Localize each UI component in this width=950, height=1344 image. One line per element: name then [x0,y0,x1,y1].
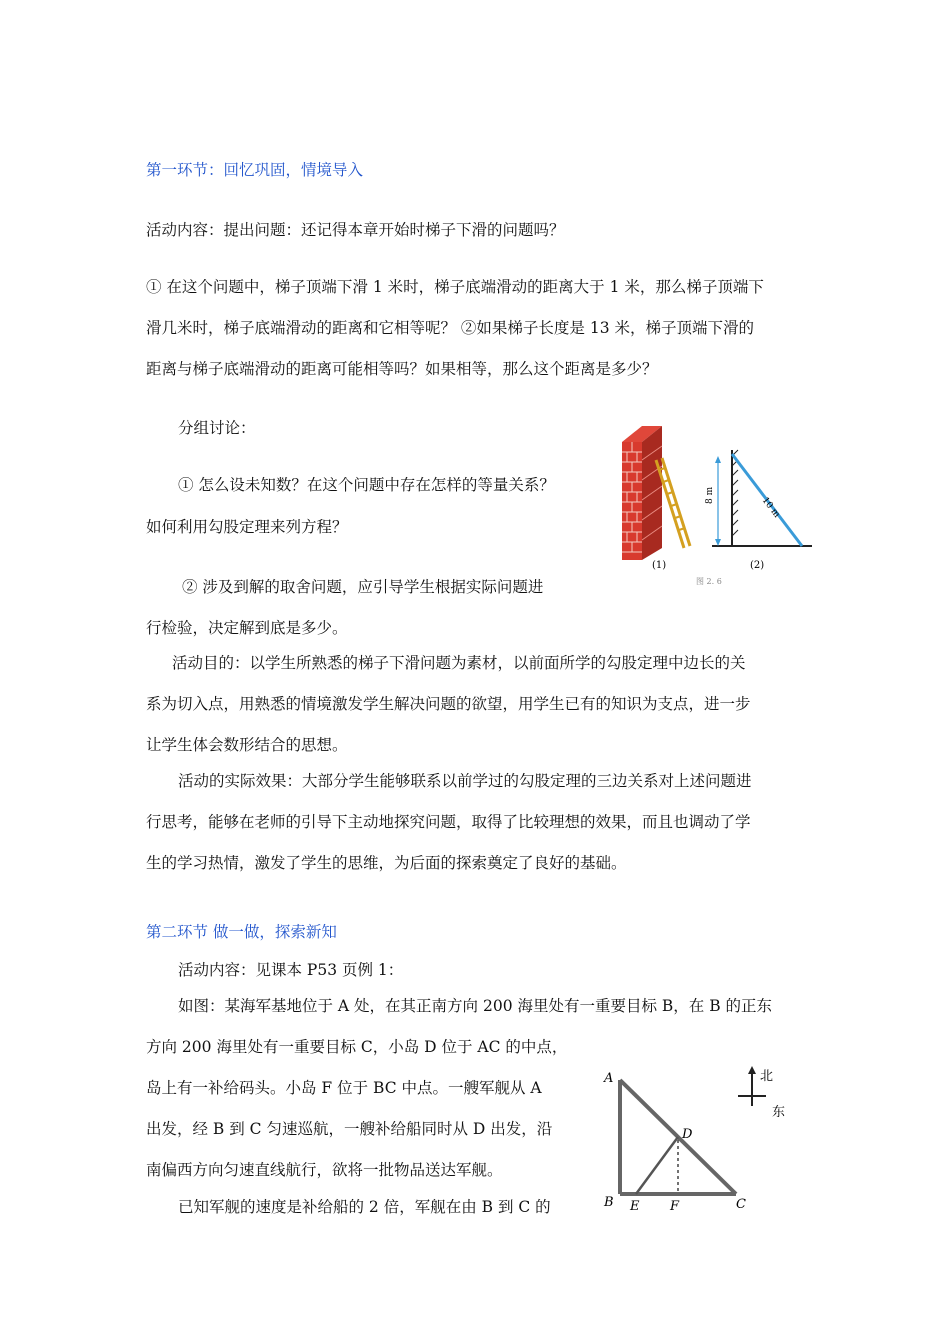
problem-line: 已知军舰的速度是补给船的 2 倍，军舰在由 B 到 C 的 [178,1198,551,1216]
problem-line: 岛上有一补给码头。小岛 F 位于 BC 中点。一艘军舰从 A [146,1079,542,1097]
effect-line: 行思考，能够在老师的引导下主动地探究问题，取得了比较理想的效果，而且也调动了学 [146,813,751,831]
section1-activity-content: 活动内容：提出问题：还记得本章开始时梯子下滑的问题吗？ [146,221,565,239]
figure-caption: 图 2. 6 [696,577,722,586]
point-e-label: E [630,1199,640,1214]
purpose-line: 系为切入点，用熟悉的情境激发学生解决问题的欲望，用学生已有的知识为支点，进一步 [146,695,751,713]
height-label: 8 m [705,486,715,504]
question-line: 距离与梯子底端滑动的距离可能相等吗？如果相等，那么这个距离是多少？ [146,360,658,378]
purpose-line: 让学生体会数形结合的思想。 [146,736,348,754]
question-line: 滑几米时，梯子底端滑动的距离和它相等呢？ ②如果梯子长度是 13 米，梯子顶端下滑的 [146,319,755,337]
compass-icon [738,1064,798,1124]
group-discussion-label: 分组讨论： [178,419,256,437]
figure-label-1: (1) [652,560,667,571]
discussion-line: ① 怎么设未知数？在这个问题中存在怎样的等量关系？ [178,476,555,494]
point-d-label: D [682,1127,693,1142]
discussion-line: 行检验，决定解到底是多少。 [146,619,348,637]
problem-line: 南偏西方向匀速直线航行，欲将一批物品送达军舰。 [146,1161,503,1179]
ladder-figure [612,420,822,590]
section2-activity-content: 活动内容：见课本 P53 页例 1： [178,961,404,979]
problem-line: 如图：某海军基地位于 A 处，在其正南方向 200 海里处有一重要目标 B，在 B 的正东 [178,997,773,1015]
section1-heading: 第一环节：回忆巩固，情境导入 [146,161,364,179]
effect-line: 生的学习热情，激发了学生的思维，为后面的探索奠定了良好的基础。 [146,854,627,872]
discussion-line: ② 涉及到解的取舍问题，应引导学生根据实际问题进 [182,578,544,596]
brick-wall-illustration [622,426,690,560]
ladder-length-label: 10 m [759,495,782,520]
discussion-line: 如何利用勾股定理来列方程？ [146,518,348,536]
point-f-label: F [670,1199,680,1214]
problem-line: 出发，经 B 到 C 匀速巡航，一艘补给船同时从 D 出发，沿 [146,1120,553,1138]
effect-line: 活动的实际效果：大部分学生能够联系以前学过的勾股定理的三边关系对上述问题进 [178,772,752,790]
point-b-label: B [604,1195,614,1210]
east-label: 东 [772,1105,786,1120]
north-label: 北 [760,1069,774,1084]
section2-heading: 第二环节 做一做，探索新知 [146,923,337,941]
right-triangle-diagram [712,450,812,546]
question-line: ① 在这个问题中，梯子顶端下滑 1 米时，梯子底端滑动的距离大于 1 米，那么梯子顶端下 [146,278,764,296]
figure-label-2: (2) [750,560,765,571]
point-a-label: A [604,1071,614,1086]
problem-line: 方向 200 海里处有一重要目标 C，小岛 D 位于 AC 的中点， [146,1038,568,1056]
purpose-line: 活动目的：以学生所熟悉的梯子下滑问题为素材，以前面所学的勾股定理中边长的关 [172,654,746,672]
point-c-label: C [736,1197,746,1212]
